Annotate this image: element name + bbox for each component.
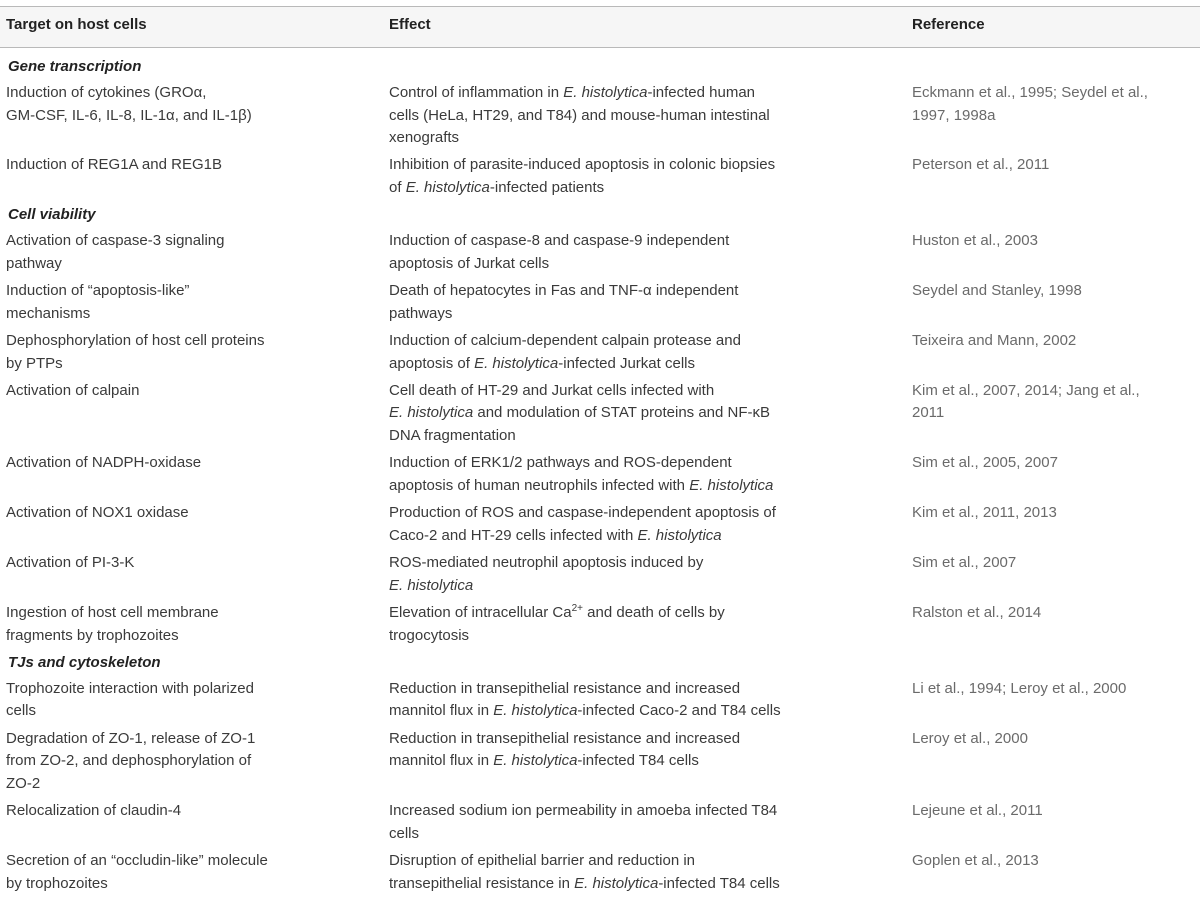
- reference-cell: Kim et al., 2011, 2013: [912, 504, 1057, 522]
- table-row: [0, 678, 1200, 728]
- reference-cell: Huston et al., 2003: [912, 232, 1038, 250]
- effect-cell: Cell death of HT-29 and Jurkat cells infected with E. histolytica and modulation of STAT proteins and NF-κB DNA fragmentation: [389, 381, 771, 444]
- section-heading: Cell viability: [8, 206, 96, 224]
- target-cell: Activation of calpain: [6, 381, 140, 399]
- target-cell: Degradation of ZO-1, release of ZO-1 from ZO-2, and dephosphorylation of ZO-2: [6, 729, 256, 792]
- table-row: [0, 602, 1200, 652]
- table-row: [0, 502, 1200, 552]
- effect-cell: Elevation of intracellular $Ca^{2+}$ and death of cells by trogocytosis: [389, 603, 725, 644]
- effect-cell: Induction of caspase-8 and caspase-9 independent apoptosis of Jurkat cells: [389, 232, 730, 272]
- header-effect: Effect: [389, 16, 431, 33]
- target-cell: Activation of NOX1 oxidase: [6, 504, 189, 522]
- reference-cell: Kim et al., 2007, 2014; Jang et al., 2011: [912, 381, 1140, 422]
- reference-cell: Sim et al., 2007: [912, 554, 1017, 572]
- reference-cell: Leroy et al., 2000: [912, 729, 1028, 747]
- table-row: [0, 728, 1200, 800]
- reference-cell: Goplen et al., 2013: [912, 852, 1039, 870]
- table-row: [0, 230, 1200, 280]
- target-cell: Induction of cytokines (GROα, GM-CSF, IL-6, IL-8, IL-1α, and IL-1β): [6, 84, 252, 124]
- table-row: [0, 380, 1200, 452]
- target-cell: Trophozoite interaction with polarized cells: [6, 679, 254, 720]
- reference-cell: Lejeune et al., 2011: [912, 802, 1043, 820]
- effect-cell: Disruption of epithelial barrier and reduction in transepithelial resistance in E. histolytica-infected T84 cells: [389, 852, 780, 892]
- effect-cell: Production of ROS and caspase-independent apoptosis of Caco-2 and HT-29 cells infected with E. histolytica: [389, 504, 776, 544]
- reference-cell: Sim et al., 2005, 2007: [912, 454, 1058, 472]
- reference-cell: Eckmann et al., 1995; Seydel et al., 1997, 1998a: [912, 84, 1148, 124]
- target-cell: Activation of NADPH-oxidase: [6, 454, 202, 472]
- target-cell: Dephosphorylation of host cell proteins by PTPs: [6, 332, 265, 372]
- target-cell: Activation of PI-3-K: [6, 554, 135, 572]
- effect-cell: Induction of ERK1/2 pathways and ROS-dependent apoptosis of human neutrophils infected with E. histolytica: [389, 454, 774, 494]
- table-row: [0, 552, 1200, 602]
- effect-cell: Inhibition of parasite-induced apoptosis in colonic biopsies of E. histolytica-infected patients: [389, 156, 776, 196]
- section-heading: Gene transcription: [8, 58, 142, 75]
- table-header-rule: [0, 47, 1200, 48]
- target-cell: Activation of caspase-3 signaling pathway: [6, 232, 225, 272]
- effect-cell: Reduction in transepithelial resistance and increased mannitol flux in E. histolytica-infected T84 cells: [389, 729, 741, 770]
- effect-cell: ROS-mediated neutrophil apoptosis induced by E. histolytica: [389, 554, 704, 594]
- table-row: [0, 850, 1200, 900]
- target-cell: Induction of “apoptosis-like” mechanisms: [6, 282, 190, 322]
- effect-cell: Death of hepatocytes in Fas and TNF-α independent pathways: [389, 282, 739, 322]
- target-cell: Induction of REG1A and REG1B: [6, 156, 222, 174]
- effect-cell: Reduction in transepithelial resistance and increased mannitol flux in E. histolytica-infected Caco-2 and T84 cells: [389, 679, 781, 720]
- target-cell: Secretion of an “occludin-like” molecule by trophozoites: [6, 852, 268, 892]
- table-row: [0, 82, 1200, 154]
- table-row: [0, 280, 1200, 330]
- table-body: [0, 56, 1200, 900]
- table-header: [0, 7, 1200, 47]
- effect-cell: Induction of calcium-dependent calpain protease and apoptosis of E. histolytica-infected Jurkat cells: [389, 332, 741, 372]
- table-row: [0, 452, 1200, 502]
- effect-cell: Increased sodium ion permeability in amoeba infected T84 cells: [389, 802, 778, 842]
- table-row: [0, 800, 1200, 850]
- header-target: Target on host cells: [6, 16, 147, 33]
- reference-cell: Ralston et al., 2014: [912, 604, 1042, 622]
- table-row: [0, 330, 1200, 380]
- target-cell: Relocalization of claudin-4: [6, 802, 182, 820]
- reference-cell: Peterson et al., 2011: [912, 156, 1050, 174]
- reference-cell: Seydel and Stanley, 1998: [912, 282, 1082, 300]
- effect-cell: Control of inflammation in E. histolytica-infected human cells (HeLa, HT29, and T84) and mouse-human intestinal xenografts: [389, 84, 770, 146]
- reference-cell: Teixeira and Mann, 2002: [912, 332, 1077, 350]
- section-heading: TJs and cytoskeleton: [8, 653, 161, 671]
- reference-cell: Li et al., 1994; Leroy et al., 2000: [912, 679, 1127, 697]
- target-cell: Ingestion of host cell membrane fragments by trophozoites: [6, 604, 219, 644]
- header-reference: Reference: [912, 16, 985, 33]
- table-row: [0, 154, 1200, 204]
